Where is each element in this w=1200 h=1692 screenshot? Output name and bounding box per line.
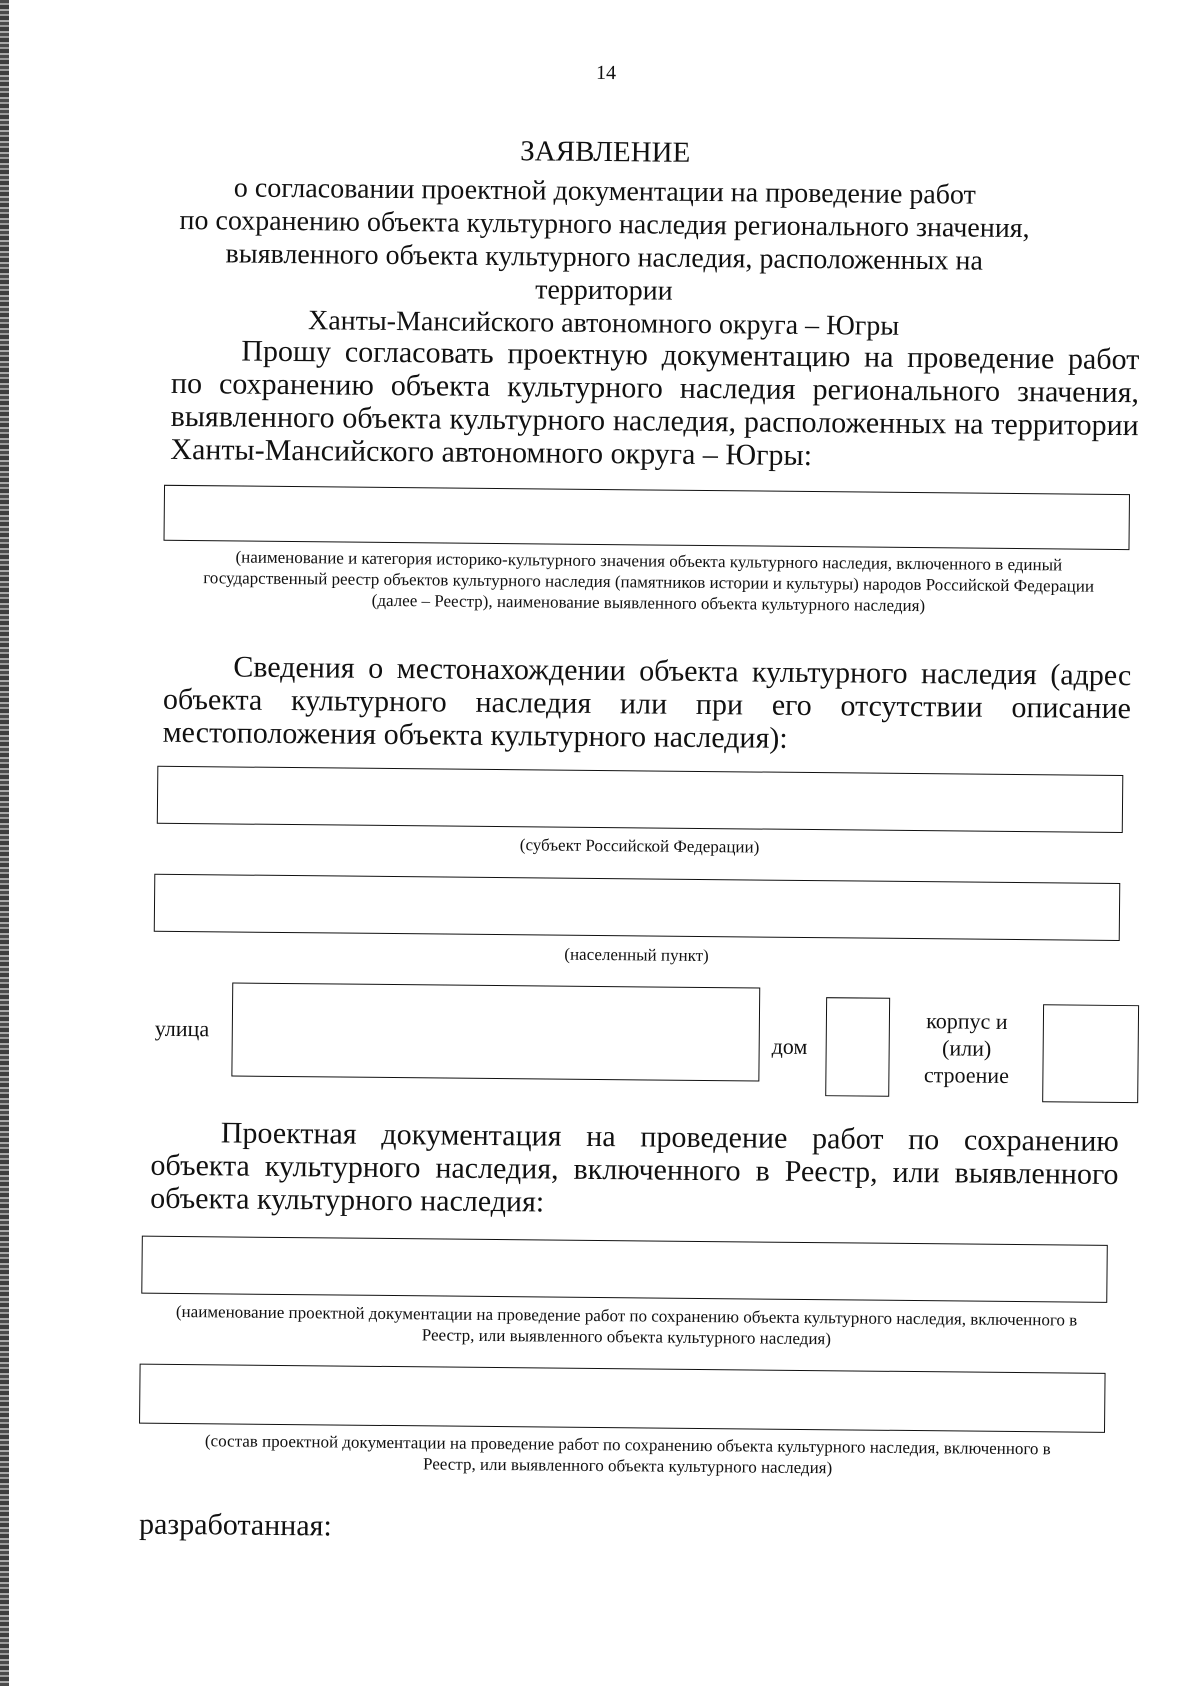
location-paragraph: Сведения о местонахождении объекта культурного наследия (адрес объекта культурного наследия или при его отсутствии описание местоположения объекта культурного наследия): [162, 650, 1132, 755]
building-label [906, 1007, 1027, 1089]
building-label-line: (или) [941, 1035, 992, 1061]
doc-name-input[interactable] [141, 1236, 1108, 1303]
subject-caption: (субъект Российской Федерации) [519, 835, 760, 857]
settlement-caption: (населенный пункт) [564, 944, 709, 966]
building-input[interactable] [1042, 1004, 1139, 1103]
building-label-line: строение [923, 1062, 1010, 1088]
subject-input[interactable] [157, 766, 1124, 833]
request-paragraph: Прошу согласовать проектную документацию на проведение работ по сохранению объекта культурного наследия регионального значения, выявленного объекта культурного наследия, расположенных на территории Ханты-Мансийского автономного округа – Югры: [170, 334, 1140, 473]
document-subtitle [173, 171, 1035, 344]
developed-label: разработанная: [138, 1507, 332, 1543]
street-label: улица [154, 1015, 210, 1042]
street-input[interactable] [231, 982, 760, 1081]
object-name-caption: (наименование и категория историко-культурного значения объекта культурного наследия, включенного в единый государственный реестр объектов культурного наследия (памятников истории и культуры) народов Российской Федерации (далее – Реестр), наименование выявленного объекта культурного наследия) [203, 547, 1095, 616]
house-label: дом [771, 1033, 808, 1060]
subtitle-line: Ханты-Мансийского автономного округа – Югры [307, 305, 900, 342]
subtitle-line: по сохранению объекта культурного наследия регионального значения, [179, 204, 1030, 245]
house-input[interactable] [825, 997, 890, 1097]
settlement-input[interactable] [154, 874, 1121, 941]
doc-composition-input[interactable] [139, 1364, 1106, 1433]
object-name-input[interactable] [164, 485, 1130, 550]
subtitle-line: о согласовании проектной документации на проведение работ [233, 172, 977, 211]
building-label-line: корпус и [926, 1008, 1008, 1034]
document-title: ЗАЯВЛЕНИЕ [520, 135, 691, 169]
page-number: 14 [595, 61, 617, 85]
subtitle-line: выявленного объекта культурного наследия, расположенных на территории [225, 238, 983, 307]
doc-composition-caption: (состав проектной документации на проведение работ по сохранению объекта культурного наследия, включенного в Реестр, или выявленного объекта культурного наследия) [204, 1431, 1051, 1478]
doc-name-caption: (наименование проектной документации на проведение работ по сохранению объекта культурного наследия, включенного в Реестр, или выявленного объекта культурного наследия) [175, 1301, 1078, 1349]
project-doc-paragraph: Проектная документация на проведение работ по сохранению объекта культурного наследия, включенного в Реестр, или выявленного объекта культурного наследия: [150, 1116, 1119, 1219]
